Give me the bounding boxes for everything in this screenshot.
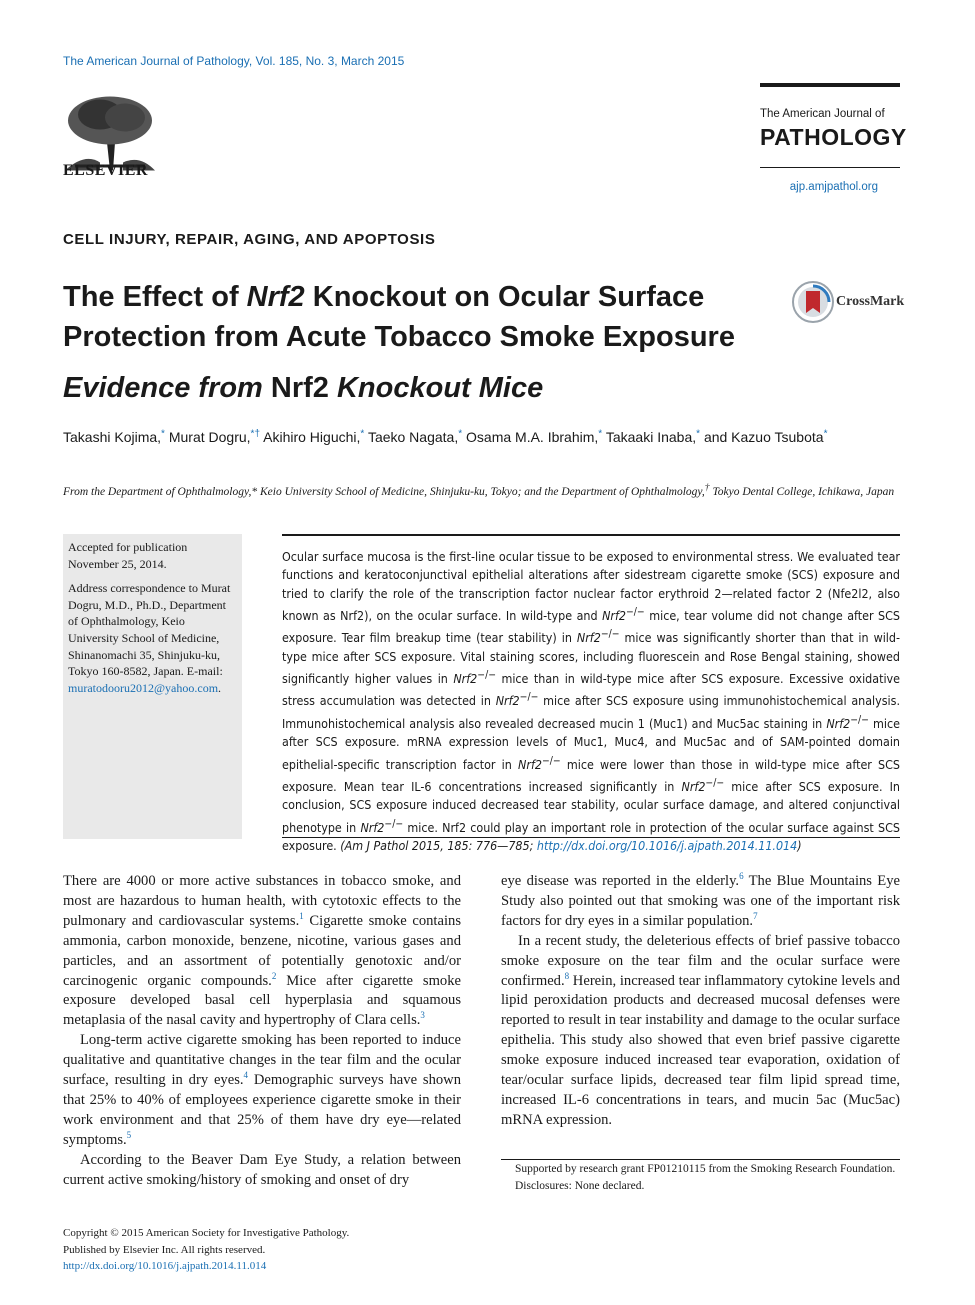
paragraph: eye disease was reported in the elderly.$^6$ The Blue Mountains Eye Study also pointed out that smoking was one of the important risk factors for dry eyes in a similar population.$^7$ bbox=[501, 871, 900, 929]
author: Takashi Kojima,* bbox=[63, 428, 165, 445]
funding-footnote bbox=[501, 1161, 900, 1194]
reference-link[interactable]: 1 bbox=[299, 910, 304, 921]
body-column-left bbox=[63, 872, 461, 1191]
publisher-line: Published by Elsevier Inc. All rights reserved. bbox=[63, 1243, 266, 1256]
author: Akihiro Higuchi,* bbox=[263, 428, 365, 445]
copyright-footer bbox=[63, 1225, 349, 1275]
affiliations: From the Department of Ophthalmology,* Keio University School of Medicine, Shinjuku-ku, Tokyo; and the Department of Ophthalmology,† Tokyo Dental College, Ichikawa, Japan bbox=[63, 482, 895, 498]
footer-doi-link[interactable]: http://dx.doi.org/10.1016/j.ajpath.2014.11.014 bbox=[63, 1260, 267, 1272]
correspondence-address: Address correspondence to Murat Dogru, M.D., Ph.D., Department of Ophthalmology, Keio University School of Medicine, Shinanomachi 35, Shinjuku-ku, Tokyo 160-8582, Japan. E-mail: muratodooru2012@yahoo.com. bbox=[68, 581, 231, 695]
reference-link[interactable]: 5 bbox=[126, 1129, 132, 1140]
reference-link[interactable]: 6 bbox=[739, 871, 744, 882]
abstract-bottom-rule bbox=[282, 837, 900, 838]
reference-link[interactable]: 7 bbox=[753, 910, 758, 921]
reference-link[interactable]: 4 bbox=[243, 1070, 249, 1081]
author: and Kazuo Tsubota* bbox=[703, 428, 828, 445]
copyright-line: Copyright © 2015 American Society for Investigative Pathology. bbox=[63, 1227, 350, 1239]
reference-link[interactable]: 8 bbox=[564, 970, 570, 981]
article-info-sidebar bbox=[63, 534, 242, 839]
crossmark-icon[interactable] bbox=[792, 280, 834, 324]
author: Osama M.A. Ibrahim,* bbox=[466, 428, 603, 445]
funding-statement: Supported by research grant FP01210115 from the Smoking Research Foundation. bbox=[515, 1163, 896, 1175]
author-list bbox=[63, 428, 827, 445]
disclosures-statement: Disclosures: None declared. bbox=[515, 1179, 645, 1192]
journal-name-small: The American Journal of bbox=[760, 108, 885, 120]
author: Taeko Nagata,* bbox=[367, 428, 463, 445]
reference-link[interactable]: 2 bbox=[271, 970, 277, 981]
accepted-date: Accepted for publication November 25, 2014. bbox=[68, 540, 188, 571]
paragraph: There are 4000 or more active substances in tobacco smoke, and most are hazardous to human health, with cytotoxic effects to the pulmonary and cardiovascular systems.$^1$ Cigarette smoke contains ammonia, carbon monoxide, benzene, nicotine, various gases and particles, and an assortment of potentially genotoxic and/or carcinogenic organic compounds.$^2$ Mice after cigarette smoke exposure developed basal cell hyperplasia and squamous metaplasia of the nasal cavity and hypertrophy of Clara cells.$^3$ bbox=[63, 873, 462, 1029]
article-title: The Effect of Nrf2 Knockout on Ocular Surface Protection from Acute Tobacco Smoke Exposure bbox=[63, 281, 735, 353]
paragraph: Long-term active cigarette smoking has been reported to induce qualitative and quantitative changes in the tear film and the ocular surface, resulting in dry eyes.$^4$ Demographic surveys have shown that 25% to 40% of employees experience cigarette smoke in their work environment and that 25% of them have dry eye—related symptoms.$^5$ bbox=[63, 1032, 461, 1148]
author: Takaaki Inaba,* bbox=[605, 428, 701, 445]
abstract: Ocular surface mucosa is the first-line ocular tissue to be exposed to environmental stress. We evaluated tear functions and keratoconjunctival epithelial alterations after sidestream cigarette smoke (SCS) exposure and tried to clarify the role of the transcription factor nuclear factor erythroid 2—related factor 2 (Nfe2l2, also known as Nrf2), on the ocular surface. In wild-type and Nrf2−/− mice, tear volume did not change after SCS exposure. Tear film breakup time (tear stability) in Nrf2−/− mice was significantly shorter than that in wild-type mice after SCS exposure. Vital staining scores, including fluorescein and Rose Bengal staining, showed significantly higher values in Nrf2−/− mice than in wild-type mice after SCS exposure. Excessive oxidative stress accumulation was detected in Nrf2−/− mice after SCS exposure using immunohistochemical analysis. Immunohistochemical analysis also revealed decreased mucin 1 (Muc1) and Muc5ac staining in Nrf2−/− mice after SCS exposure. mRNA expression levels of Muc1, Muc4, and Muc5ac and of SAM-pointed domain epithelial-specific transcription factor in Nrf2−/− mice were lower than those in wild-type mice after SCS exposure. Mean tear IL-6 concentrations increased significantly in Nrf2−/− mice after SCS exposure. In conclusion, SCS exposure induced decreased tear stability, ocular surface damage, and altered conjunctival phenotype in Nrf2−/− mice. Nrf2 could play an important role in protection of the ocular surface against SCS exposure. (Am J Pathol 2015, 185: 776—785; http://dx.doi.org/10.1016/j.ajpath.2014.11.014) bbox=[282, 549, 901, 854]
publisher-name: ELSEVIER bbox=[63, 162, 148, 179]
paragraph: According to the Beaver Dam Eye Study, a relation between current active smoking/history of smoking and onset of dry bbox=[63, 1151, 461, 1188]
article-subtitle: Evidence from Nrf2 Knockout Mice bbox=[63, 372, 544, 404]
footnote-rule bbox=[501, 1159, 900, 1160]
author: Murat Dogru,*† bbox=[168, 428, 260, 445]
reference-link[interactable]: 3 bbox=[420, 1010, 425, 1021]
abstract-top-rule bbox=[282, 534, 900, 536]
abstract-doi-link[interactable]: http://dx.doi.org/10.1016/j.ajpath.2014.11.014 bbox=[536, 838, 798, 854]
journal-citation-line: The American Journal of Pathology, Vol. 185, No. 3, March 2015 bbox=[63, 54, 405, 68]
journal-url-link[interactable]: ajp.amjpathol.org bbox=[789, 181, 878, 193]
journal-brand-divider bbox=[760, 167, 900, 168]
paragraph: In a recent study, the deleterious effects of brief passive tobacco smoke exposure on the tear film and the ocular surface were confirmed.$^8$ Herein, increased tear inflammatory cytokine levels and lipid peroxidation products and decreased mucosal defenses were reported to result in tear instability and damage to the ocular surface epithelia. This study also showed that even brief passive cigarette smoke exposure induced increased tear evaporation, oxidation of tear/ocular surface lipids, decreased tear film lipid spread time, increased IL-6 concentrations in tears, and mucin 5ac (Muc5ac) mRNA expression. bbox=[501, 932, 900, 1128]
journal-name-big: PATHOLOGY bbox=[760, 124, 907, 150]
journal-brand-rule bbox=[760, 83, 900, 87]
crossmark-label[interactable]: CrossMark bbox=[836, 294, 905, 309]
correspondence-email-link[interactable]: muratodooru2012@yahoo.com bbox=[68, 680, 219, 695]
body-column-right bbox=[501, 872, 900, 1131]
section-label: CELL INJURY, REPAIR, AGING, AND APOPTOSIS bbox=[63, 231, 436, 248]
